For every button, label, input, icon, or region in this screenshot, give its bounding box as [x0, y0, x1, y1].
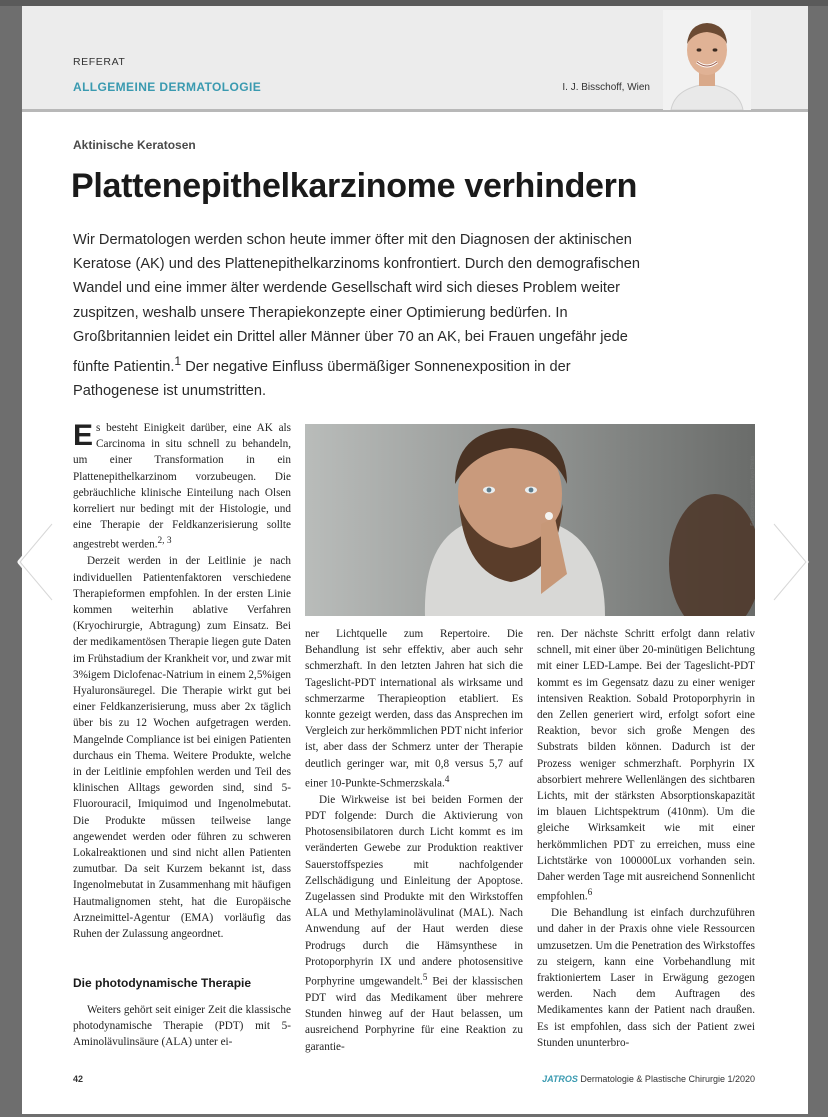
author-portrait	[663, 10, 751, 110]
page-number: 42	[73, 1074, 84, 1084]
article-lead	[73, 228, 653, 403]
text-column-1	[73, 420, 291, 942]
paragraph-6	[537, 626, 755, 905]
photo-credit: © iStockphoto.com/Mayo Photo	[750, 455, 756, 526]
text-column-1-continued	[73, 1002, 291, 1051]
footnote-ref: 4	[444, 774, 450, 785]
paragraph-7: Die Behandlung ist einfach durchzuführen und daher in der Praxis ohne viele Ressourcen umzusetzen. Um die Penetration des Wirkstoffes zu steigern, kann eine Vorbehandlung mit fraktioniertem Laser in Erwägung gezogen werden. Nach dem Auftragen des Medikamentes kann der Patient nach draußen. Es ist empfohlen, dass sich der Patient zwei Stunden ununterbro-	[537, 907, 755, 1049]
dropcap: E	[73, 419, 94, 452]
section-topic: ALLGEMEINE DERMATOLOGIE	[73, 80, 262, 94]
footer-brand-logo: JATROS	[542, 1074, 578, 1084]
article-kicker: Aktinische Keratosen	[73, 138, 196, 152]
chevron-left-icon	[14, 520, 58, 604]
author-byline: I. J. Bisschoff, Wien	[562, 82, 650, 93]
paragraph-3: Weiters gehört seit einiger Zeit die klassische photodynamische Therapie (PDT) mit 5-Aminolävulinsäure (ALA) unter ei-	[73, 1004, 291, 1049]
hero-image-illustration	[305, 424, 755, 616]
previous-page-button[interactable]	[14, 520, 58, 604]
article-title: Plattenepithelkarzinome verhindern	[71, 167, 638, 205]
paragraph-6-text: ren. Der nächste Schritt erfolgt dann relativ schnell, mit einer über 20-minütigen Belichtung mit einer LED-Lampe. Bei der Tageslicht-PDT kommt es im Gegensatz dazu zu einer weniger intensiven Reaktion. Sobald Protoporphyrin in den Zellen generiert wird, erfolgt sofort eine Reaktion, bevor sich große Mengen des Substrats bilden können. Dadurch ist der Prozess weniger schmerzhaft. Porphyrin IX absorbiert mehrere Wellenlängen des sichtbaren Lichts, mit der stärksten Absorptionskapazität im blauen Lichtspektrum (410nm). Um die gleiche Wirksamkeit wie mit einer herkömmlichen PDT zu erreichen, muss eine Lichtstärke von 100000Lux vorhanden sein. Daher werden Tage mit ausreichend Sonnenlicht empfohlen.	[537, 628, 755, 903]
paragraph-1	[73, 420, 291, 553]
footnote-ref: 5	[422, 973, 428, 983]
author-portrait-illustration	[663, 10, 751, 110]
footer-publication-title: Dermatologie & Plastische Chirurgie 1/2020	[577, 1074, 755, 1084]
footnote-ref: 2, 3	[157, 536, 172, 547]
text-column-3	[537, 626, 755, 1051]
next-page-button[interactable]	[768, 520, 812, 604]
paragraph-4-text: ner Lichtquelle zum Repertoire. Die Behandlung ist sehr effektiv, aber auch sehr schmerzhaft. In den letzten Jahren hat sich die Tageslicht-PDT international als wirksame und schmerzarme Therapieoption etabliert. Es konnte gezeigt werden, dass das Ansprechen im Vergleich zur herkömmlichen PDT nicht inferior ist, aber dass der Schmerz unter der Therapie deutlich geringer war, mit 0,8 versus 5,7 auf einer 10-Punkte-Schmerzskala.	[305, 628, 523, 790]
lead-text-tail: Der negative Einfluss übermäßiger Sonnenexposition in der Pathogenese ist unumstritten.	[73, 358, 571, 400]
lead-footnote-ref: 1	[174, 354, 182, 369]
magazine-page	[22, 6, 808, 1114]
paragraph-4	[305, 626, 523, 792]
chevron-right-icon	[768, 520, 812, 604]
section-label: REFERAT	[73, 56, 126, 68]
text-column-2	[305, 626, 523, 1055]
footer-publication	[482, 1074, 755, 1084]
footnote-ref: 6	[587, 888, 593, 899]
lead-text: Wir Dermatologen werden schon heute immer öfter mit den Diagnosen der aktinischen Keratose (AK) und des Plattenepithelkarzinoms konfrontiert. Durch den demografischen Wandel und eine immer älter werdende Gesellschaft wird sich dieses Problem weiter zuspitzen, weshalb unsere Therapiekonzepte einer Optimierung bedürfen. In Großbritannien leidet ein Drittel aller Männer über 70 an AK, bei Frauen ungefähr jede fünfte Patientin.	[73, 232, 641, 375]
paragraph-5-tail: Bei der klassischen PDT wird das Medikament über mehrere Stunden hinweg auf der Haut belassen, um ausreichend Porphyrine für eine Reaktion zu garantie-	[305, 975, 523, 1053]
paragraph-5-text: Die Wirkweise ist bei beiden Formen der PDT folgende: Durch die Aktivierung von Photosensibilatoren durch Licht kommt es im veränderten Gewebe zur Produktion reaktiver Sauerstoffspezies mit nachfolgender Zellschädigung und Einleitung der Apoptose. Zugelassen sind Produkte mit den Wirkstoffen ALA und Methylaminolävulinat (MAL). Nach Anwendung auf der Haut werden diese Prodrugs durch die Hämsynthese in Protoporphyrin IX und andere photosensitive Porphyrine umgewandelt.	[305, 793, 523, 988]
paragraph-1-text: s besteht Einigkeit darüber, eine AK als Carcinoma in situ schnell zu behandeln, um einer Transformation in ein Plattenepithelkarzinom vorzubeugen. Die gebräuchliche klinische Einteilung nach Olsen korreliert nur bedingt mit der Histologie, und eine Therapie der Feldkanzerisierung sollte angestrebt werden.	[73, 422, 291, 552]
section-subheading: Die photodynamische Therapie	[73, 976, 252, 990]
article-hero-image	[305, 424, 755, 616]
paragraph-5	[305, 792, 523, 1055]
paragraph-2: Derzeit werden in der Leitlinie je nach individuellen Patientenfaktoren verschiedene Therapieformen empfohlen. In der ersten Linie kommen weiterhin ablative Verfahren (Kryochirurgie, Abtragung) zum Einsatz. Bei der medikamentösen Therapie liegen gute Daten im Frühstadium der Krankheit vor, und zwar mit 3%igem Diclofenac-Natrium in einem 2,5%igen Hyaluronsäuregel. Die Therapie wirkt gut bei einer Feldkanzerisierung, muss aber 2x täglich über bis zu 12 Wochen aufgetragen werden. Mangelnde Compliance ist bei einigen Patienten durchaus ein Thema. Weitere Produkte, welche in der Leitlinie empfohlen werden und Teil des klinischen Alltags geworden sind, sind 5-Fluorouracil, Imiquimod und Ingenolmebutat. Die Produkte müssen teilweise lange angewendet werden oder führen zu schweren Lokalreaktionen und sind nicht allen Patienten zumutbar. Da seit Kurzem bekannt ist, dass Ingenolmebutat in Zusammenhang mit häufigen Hautmalignomen steht, hat die Europäische Arzneimittel-Agentur (EMA) vorläufig das Ruhen der Zulassung angeordnet.	[73, 555, 291, 941]
